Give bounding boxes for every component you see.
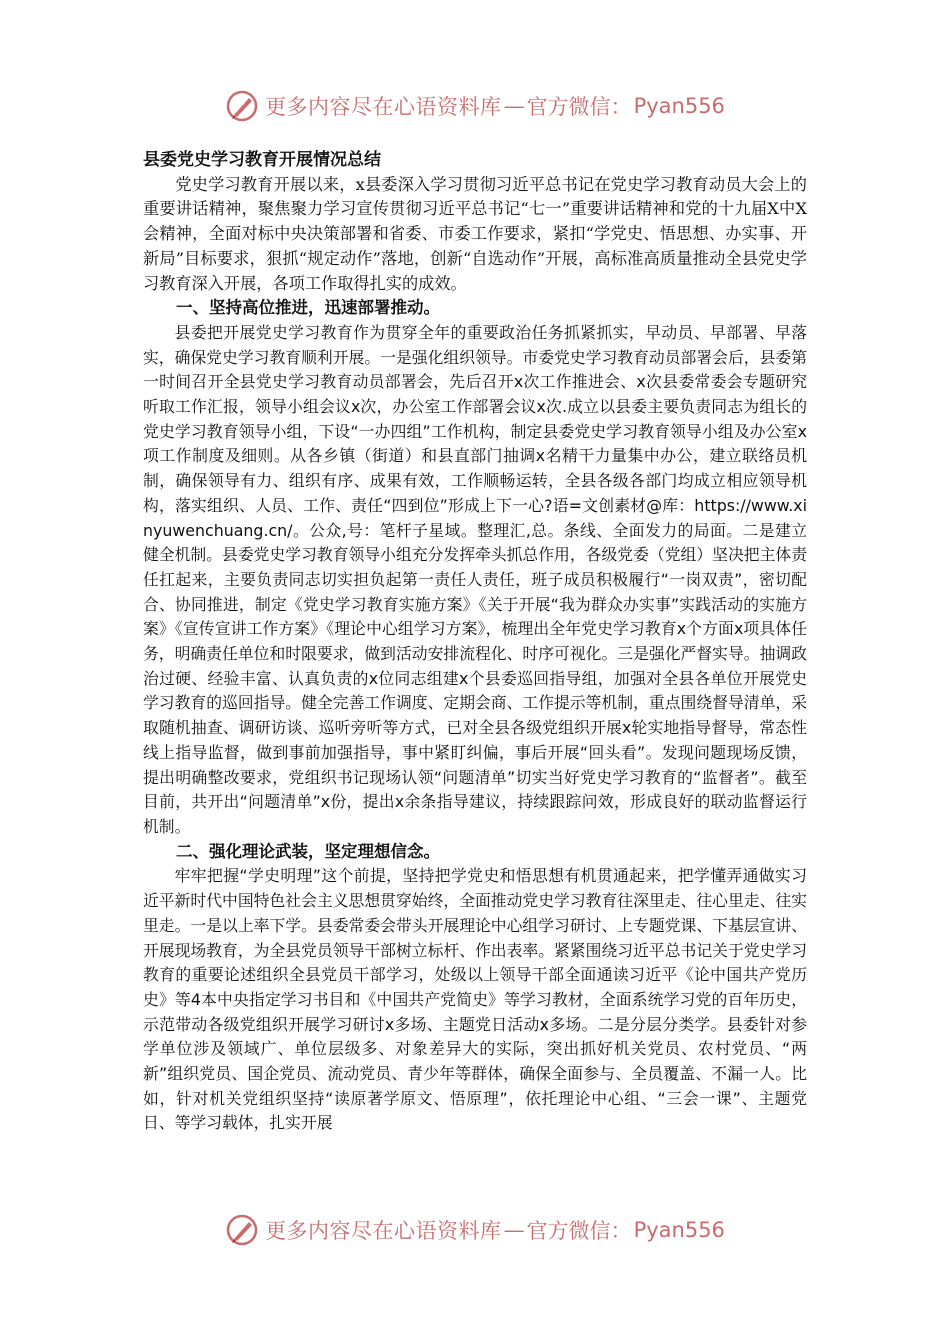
watermark-text: 更多内容尽在心语资料库 [265,95,502,119]
intro-paragraph: 党史学习教育开展以来，x县委深入学习贯彻习近平总书记在党史学习教育动员大会上的重要讲话精神，聚焦聚力学习宣传贯彻习近平总书记“七一”重要讲话精神和党的十九届X中X会精神，全面对标中央决策部署和省委、市委工作要求，紧扣“学党史、悟思想、办实事、开新局”目标要求，狠抓“规定动作”落地，创新“自选动作”开展，高标准高质量推动全县党史学习教育深入开展，各项工作取得扎实的成效。 [143,174,807,293]
section-1-heading: 一、坚持高位推进，迅速部署推动。 [176,298,440,318]
pen-logo-icon [225,1213,259,1247]
document-title: 县委党史学习教育开展情况总结 [143,150,381,170]
watermark-separator: — [503,94,525,118]
watermark-wechat-label: 官方微信： [526,1219,632,1243]
document-body [143,148,807,1136]
section-2-heading: 二、强化理论武装，坚定理想信念。 [176,841,440,861]
watermark-banner-top [0,86,950,126]
section-2-paragraph: 牢牢把握“学史明理”这个前提，坚持把学党史和悟思想有机贯通起来，把学懂弄通做实习近平新时代中国特色社会主义思想贯穿始终，全面推动党史学习教育往深里走、往心里走、往实里走。一是以上率下学。县委常委会带头开展理论中心组学习研讨、上专题党课、下基层宣讲、开展现场教育，为全县党员领导干部树立标杆、作出表率。紧紧围绕习近平总书记关于党史学习教育的重要论述组织全县党员干部学习，处级以上领导干部全面通读习近平《论中国共产党历史》等4本中央指定学习书目和《中国共产党简史》等学习教材，全面系统学习党的百年历史，示范带动各级党组织开展学习研讨x多场、主题党日活动x多场。二是分层分类学。县委针对参学单位涉及领域广、单位层级多、对象差异大的实际，突出抓好机关党员、农村党员、“两新”组织党员、国企党员、流动党员、青少年等群体，确保全面参与、全员覆盖、不漏一人。比如，针对机关党组织坚持“读原著学原文、悟原理”，依托理论中心组、“三会一课”、主题党日、等学习载体，扎实开展 [143,866,807,1133]
section-1-paragraph: 县委把开展党史学习教育作为贯穿全年的重要政治任务抓紧抓实，早动员、早部署、早落实，确保党史学习教育顺利开展。一是强化组织领导。市委党史学习教育动员部署会后，县委第一时间召开全县党史学习教育动员部署会，先后召开x次工作推进会、x次县委常委会专题研究听取工作汇报，领导小组会议x次，办公室工作部署会议x次.成立以县委主要负责同志为组长的党史学习教育领导小组，下设“一办四组”工作机构，制定县委党史学习教育领导小组及办公室x项工作制度及细则。从各乡镇（街道）和县直部门抽调x名精干力量集中办公，建立联络员机制，确保领导有力、组织有序、成果有效，工作顺畅运转，全县各级各部门均成立相应领导机构，落实组织、人员、工作、责任“四到位”形成上下一心?语=文创素材@库：https://www.xinyuwenchuang.cn/。公众,号：笔杆子星域。整理汇,总。条线、全面发力的局面。二是建立健全机制。县委党史学习教育领导小组充分发挥牵头抓总作用，各级党委（党组）坚决把主体责任扛起来，主要负责同志切实担负起第一责任人责任，班子成员积极履行“一岗双责”，密切配合、协同推进，制定《党史学习教育实施方案》《关于开展“我为群众办实事”实践活动的实施方案》《宣传宣讲工作方案》《理论中心组学习方案》，梳理出全年党史学习教育x个方面x项具体任务，明确责任单位和时限要求，做到活动安排流程化、时序可视化。三是强化严督实导。抽调政治过硬、经验丰富、认真负责的x位同志组建x个县委巡回指导组，加强对全县各单位开展党史学习教育的巡回指导。健全完善工作调度、定期会商、工作提示等机制，重点围绕督导清单，采取随机抽查、调研访谈、巡听旁听等方式，已对全县各级党组织开展x轮实地指导督导，常态性线上指导监督，做到事前加强指导，事中紧盯纠偏，事后开展“回头看”。发现问题现场反馈，提出明确整改要求，党组织书记现场认领“问题清单”切实当好党史学习教育的“监督者”。截至目前，共开出“问题清单”x份，提出x余条指导建议，持续跟踪问效，形成良好的联动监督运行机制。 [143,322,807,836]
watermark-text: 更多内容尽在心语资料库 [265,1219,502,1243]
watermark-wechat-id: Pyan556 [633,94,725,118]
watermark-wechat-id: Pyan556 [633,1218,725,1242]
watermark-separator: — [503,1218,525,1242]
watermark-banner-bottom [0,1210,950,1250]
pen-logo-icon [225,89,259,123]
watermark-wechat-label: 官方微信： [526,95,632,119]
